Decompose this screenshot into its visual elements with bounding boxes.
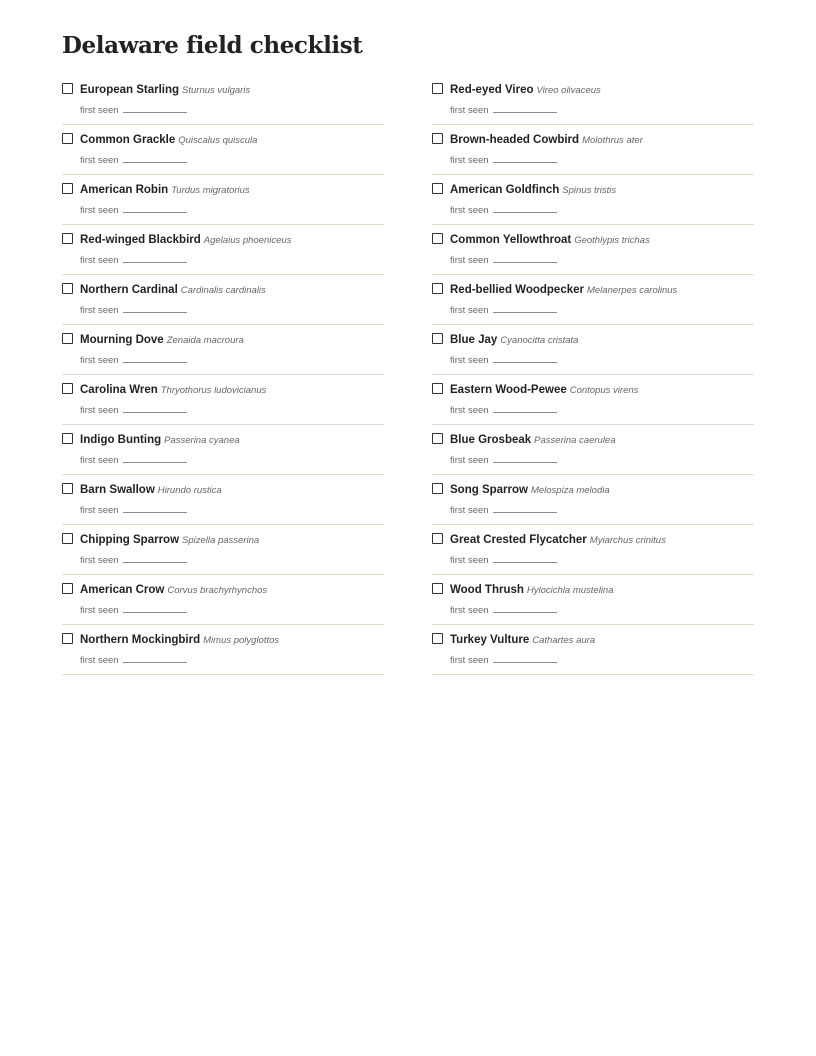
first-seen-field[interactable] (123, 502, 187, 513)
first-seen-label: first seen (450, 655, 489, 666)
species-entry (62, 475, 384, 525)
scientific-name: Corvus brachyrhynchos (167, 585, 268, 596)
first-seen-field[interactable] (123, 652, 187, 663)
species-names (80, 231, 291, 249)
first-seen-label: first seen (80, 105, 119, 116)
species-checkbox[interactable] (62, 433, 73, 444)
species-entry (432, 425, 754, 475)
species-names (450, 81, 601, 99)
species-entry (62, 375, 384, 425)
first-seen-field[interactable] (493, 602, 557, 613)
first-seen-label: first seen (80, 355, 119, 366)
scientific-name: Melanerpes carolinus (586, 285, 678, 296)
first-seen-field[interactable] (493, 152, 557, 163)
first-seen-label: first seen (80, 405, 119, 416)
scientific-name: Myiarchus crinitus (589, 535, 666, 546)
scientific-name: Vireo olivaceus (536, 85, 601, 96)
species-entry (432, 75, 754, 125)
first-seen-row (450, 652, 557, 668)
first-seen-field[interactable] (123, 102, 187, 113)
first-seen-field[interactable] (493, 302, 557, 313)
species-entry (62, 225, 384, 275)
species-checkbox[interactable] (62, 83, 73, 94)
first-seen-label: first seen (80, 555, 119, 566)
species-names (450, 131, 643, 149)
species-names (80, 181, 250, 199)
common-name: Northern Mockingbird (80, 634, 201, 646)
first-seen-label: first seen (80, 505, 119, 516)
species-checkbox[interactable] (432, 533, 443, 544)
species-checkbox[interactable] (432, 633, 443, 644)
first-seen-label: first seen (80, 455, 119, 466)
first-seen-row (80, 402, 187, 418)
species-entry (432, 325, 754, 375)
scientific-name: Turdus migratorius (171, 185, 250, 196)
species-names (80, 431, 240, 449)
first-seen-label: first seen (450, 305, 489, 316)
species-names (80, 531, 259, 549)
species-entry (432, 225, 754, 275)
common-name: American Robin (80, 184, 169, 196)
checklist-column-right (432, 75, 754, 675)
species-names (450, 381, 638, 399)
first-seen-label: first seen (80, 205, 119, 216)
species-checkbox[interactable] (62, 233, 73, 244)
first-seen-label: first seen (80, 305, 119, 316)
common-name: Blue Grosbeak (450, 434, 532, 446)
first-seen-field[interactable] (493, 402, 557, 413)
first-seen-field[interactable] (123, 352, 187, 363)
first-seen-row (450, 502, 557, 518)
species-entry (432, 125, 754, 175)
scientific-name: Hirundo rustica (157, 485, 222, 496)
species-checkbox[interactable] (62, 483, 73, 494)
first-seen-field[interactable] (123, 552, 187, 563)
species-names (450, 181, 616, 199)
common-name: Barn Swallow (80, 484, 155, 496)
scientific-name: Thryothorus ludovicianus (160, 385, 267, 396)
common-name: Common Grackle (80, 134, 176, 146)
scientific-name: Spizella passerina (182, 535, 260, 546)
species-checkbox[interactable] (62, 183, 73, 194)
checklist-column-left (62, 75, 384, 675)
species-names (450, 631, 595, 649)
first-seen-row (80, 652, 187, 668)
species-entry (432, 275, 754, 325)
first-seen-field[interactable] (123, 302, 187, 313)
species-checkbox[interactable] (432, 583, 443, 594)
scientific-name: Hylocichla mustelina (526, 585, 614, 596)
species-checkbox[interactable] (62, 133, 73, 144)
species-checkbox[interactable] (432, 383, 443, 394)
species-entry (62, 75, 384, 125)
species-entry (62, 425, 384, 475)
species-checkbox[interactable] (62, 533, 73, 544)
species-checkbox[interactable] (62, 633, 73, 644)
common-name: Red-winged Blackbird (80, 234, 201, 246)
scientific-name: Quiscalus quiscula (178, 135, 258, 146)
species-entry (62, 125, 384, 175)
first-seen-row (80, 202, 187, 218)
first-seen-label: first seen (450, 505, 489, 516)
species-entry (62, 275, 384, 325)
species-names (80, 331, 244, 349)
first-seen-field[interactable] (493, 502, 557, 513)
species-entry (432, 175, 754, 225)
species-names (80, 481, 222, 499)
species-entry (432, 525, 754, 575)
species-names (80, 581, 267, 599)
first-seen-row (450, 152, 557, 168)
scientific-name: Passerina cyanea (164, 435, 240, 446)
species-names (450, 581, 613, 599)
scientific-name: Geothlypis trichas (574, 235, 650, 246)
species-entry (62, 325, 384, 375)
first-seen-label: first seen (450, 255, 489, 266)
first-seen-label: first seen (450, 555, 489, 566)
first-seen-label: first seen (450, 205, 489, 216)
first-seen-row (80, 152, 187, 168)
species-names (450, 281, 677, 299)
first-seen-field[interactable] (493, 102, 557, 113)
first-seen-label: first seen (450, 155, 489, 166)
common-name: Brown-headed Cowbird (450, 134, 580, 146)
species-checkbox[interactable] (432, 83, 443, 94)
species-checklist (62, 75, 754, 675)
species-names (450, 331, 578, 349)
page-title: Delaware field checklist (62, 32, 363, 59)
species-checkbox[interactable] (432, 233, 443, 244)
common-name: American Goldfinch (450, 184, 560, 196)
first-seen-field[interactable] (493, 352, 557, 363)
scientific-name: Molothrus ater (582, 135, 643, 146)
species-names (80, 281, 266, 299)
first-seen-row (450, 352, 557, 368)
species-checkbox[interactable] (62, 583, 73, 594)
first-seen-field[interactable] (493, 452, 557, 463)
species-checkbox[interactable] (432, 333, 443, 344)
species-entry (432, 475, 754, 525)
species-entry (62, 525, 384, 575)
common-name: American Crow (80, 584, 165, 596)
first-seen-row (80, 252, 187, 268)
first-seen-label: first seen (450, 355, 489, 366)
species-names (450, 431, 616, 449)
scientific-name: Cardinalis cardinalis (180, 285, 266, 296)
first-seen-row (450, 452, 557, 468)
first-seen-field[interactable] (123, 252, 187, 263)
first-seen-label: first seen (450, 405, 489, 416)
common-name: Wood Thrush (450, 584, 524, 596)
species-names (80, 631, 279, 649)
scientific-name: Melospiza melodia (530, 485, 610, 496)
first-seen-row (450, 202, 557, 218)
first-seen-label: first seen (80, 155, 119, 166)
first-seen-row (450, 402, 557, 418)
first-seen-row (80, 352, 187, 368)
common-name: Blue Jay (450, 334, 498, 346)
species-checkbox[interactable] (62, 383, 73, 394)
first-seen-row (450, 302, 557, 318)
species-names (80, 131, 257, 149)
species-names (450, 231, 650, 249)
species-entry (432, 575, 754, 625)
species-checkbox[interactable] (62, 283, 73, 294)
scientific-name: Sturnus vulgaris (182, 85, 251, 96)
species-names (450, 531, 666, 549)
first-seen-row (450, 102, 557, 118)
species-names (80, 381, 266, 399)
scientific-name: Spinus tristis (562, 185, 617, 196)
species-entry (432, 375, 754, 425)
first-seen-field[interactable] (123, 452, 187, 463)
species-checkbox[interactable] (432, 283, 443, 294)
common-name: Song Sparrow (450, 484, 528, 496)
scientific-name: Agelaius phoeniceus (203, 235, 292, 246)
first-seen-label: first seen (80, 255, 119, 266)
common-name: Indigo Bunting (80, 434, 162, 446)
first-seen-row (450, 552, 557, 568)
species-names (80, 81, 250, 99)
first-seen-row (450, 252, 557, 268)
scientific-name: Zenaida macroura (166, 335, 244, 346)
first-seen-label: first seen (450, 455, 489, 466)
first-seen-label: first seen (80, 605, 119, 616)
first-seen-field[interactable] (123, 402, 187, 413)
first-seen-row (80, 102, 187, 118)
first-seen-row (80, 302, 187, 318)
common-name: Red-bellied Woodpecker (450, 284, 584, 296)
species-checkbox[interactable] (432, 183, 443, 194)
first-seen-label: first seen (450, 605, 489, 616)
common-name: Northern Cardinal (80, 284, 178, 296)
scientific-name: Mimus polyglottos (203, 635, 280, 646)
common-name: Common Yellowthroat (450, 234, 572, 246)
common-name: Turkey Vulture (450, 634, 530, 646)
first-seen-row (450, 602, 557, 618)
species-entry (62, 625, 384, 675)
species-checkbox[interactable] (432, 133, 443, 144)
species-entry (62, 175, 384, 225)
species-entry (432, 625, 754, 675)
first-seen-label: first seen (80, 655, 119, 666)
species-entry (62, 575, 384, 625)
common-name: Eastern Wood-Pewee (450, 384, 567, 396)
species-checkbox[interactable] (432, 483, 443, 494)
scientific-name: Contopus virens (569, 385, 639, 396)
first-seen-field[interactable] (123, 602, 187, 613)
first-seen-row (80, 452, 187, 468)
scientific-name: Passerina caerulea (534, 435, 616, 446)
first-seen-field[interactable] (493, 652, 557, 663)
first-seen-field[interactable] (493, 252, 557, 263)
first-seen-row (80, 602, 187, 618)
species-checkbox[interactable] (432, 433, 443, 444)
scientific-name: Cyanocitta cristata (500, 335, 579, 346)
species-names (450, 481, 610, 499)
first-seen-label: first seen (450, 105, 489, 116)
first-seen-field[interactable] (123, 152, 187, 163)
common-name: Great Crested Flycatcher (450, 534, 587, 546)
first-seen-field[interactable] (493, 202, 557, 213)
first-seen-field[interactable] (493, 552, 557, 563)
scientific-name: Cathartes aura (532, 635, 596, 646)
species-checkbox[interactable] (62, 333, 73, 344)
first-seen-field[interactable] (123, 202, 187, 213)
common-name: Chipping Sparrow (80, 534, 180, 546)
first-seen-row (80, 552, 187, 568)
common-name: European Starling (80, 84, 180, 96)
first-seen-row (80, 502, 187, 518)
common-name: Red-eyed Vireo (450, 84, 534, 96)
common-name: Mourning Dove (80, 334, 164, 346)
common-name: Carolina Wren (80, 384, 158, 396)
